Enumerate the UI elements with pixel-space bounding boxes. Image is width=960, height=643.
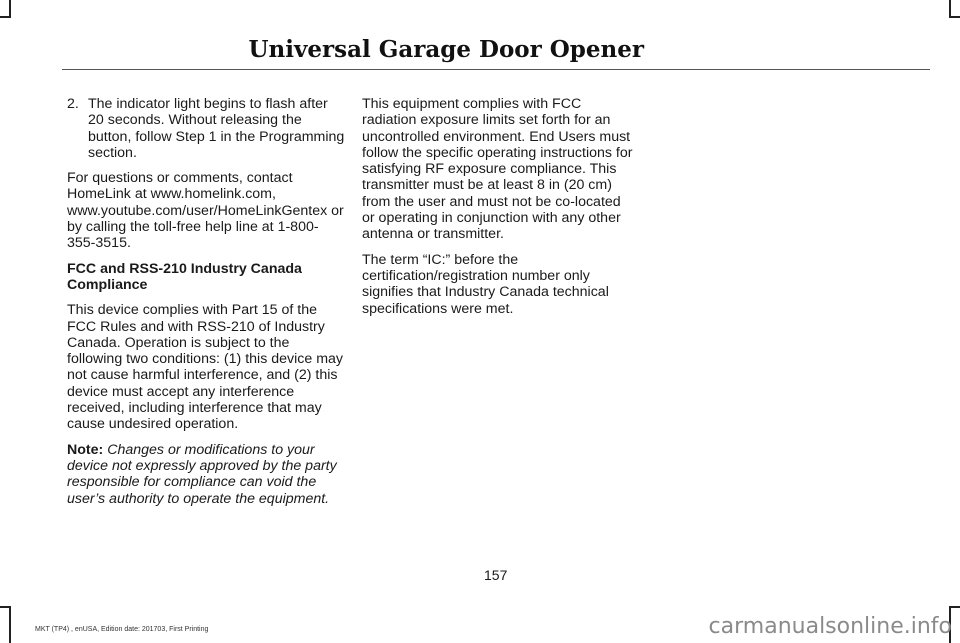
right-column <box>362 96 636 326</box>
note-text: Changes or modifications to your device not expressly approved by the party responsible for compliance can void the user’s authority to operate the equipment. <box>67 441 337 507</box>
ic-paragraph: The term “IC:” before the certification/registration number only signifies that Industry Canada technical specifications were met. <box>362 251 609 317</box>
compliance-paragraph: This device complies with Part 15 of the FCC Rules and with RSS-210 of Industry Canada. Operation is subject to the following two conditions: (1) this device may not cause harmful interference, and (2) this device must accept any interference received, including interference that may cause undesired operation. <box>67 302 343 433</box>
crop-mark <box>949 0 951 17</box>
watermark: carmanualsonline.info <box>708 614 952 639</box>
page-number: 157 <box>484 567 508 583</box>
crop-mark <box>0 606 11 608</box>
step-number: 2. <box>67 96 79 112</box>
crop-mark <box>9 0 11 17</box>
crop-mark <box>949 16 960 18</box>
crop-mark <box>9 606 11 643</box>
page-title: Universal Garage Door Opener <box>248 36 644 63</box>
section-heading: FCC and RSS-210 Industry Canada Compliance <box>67 260 302 293</box>
crop-mark <box>0 16 11 18</box>
header-divider <box>62 69 930 70</box>
note-label: Note: <box>67 441 104 458</box>
contact-paragraph: For questions or comments, contact HomeLink at www.homelink.com, www.youtube.com/user/HomeLinkGentex or by calling the toll-free help line at 1-800-355-3515. <box>67 170 344 252</box>
left-column <box>67 96 345 516</box>
crop-mark <box>949 606 960 608</box>
radiation-paragraph: This equipment complies with FCC radiation exposure limits set forth for an uncontrolled environment. End Users must follow the specific operating instructions for satisfying RF exposure compliance. This transmitter must be at least 8 in (20 cm) from the user and must not be co-located or operating in conjunction with any other antenna or transmitter. <box>362 96 633 243</box>
note-paragraph <box>67 442 345 507</box>
step-text: The indicator light begins to flash after 20 seconds. Without releasing the button, follow Step 1 in the Programming section. <box>88 96 345 161</box>
step-item <box>67 96 345 161</box>
footer-edition: MKT (TP4) , enUSA, Edition date: 201703, First Printing <box>35 626 209 633</box>
